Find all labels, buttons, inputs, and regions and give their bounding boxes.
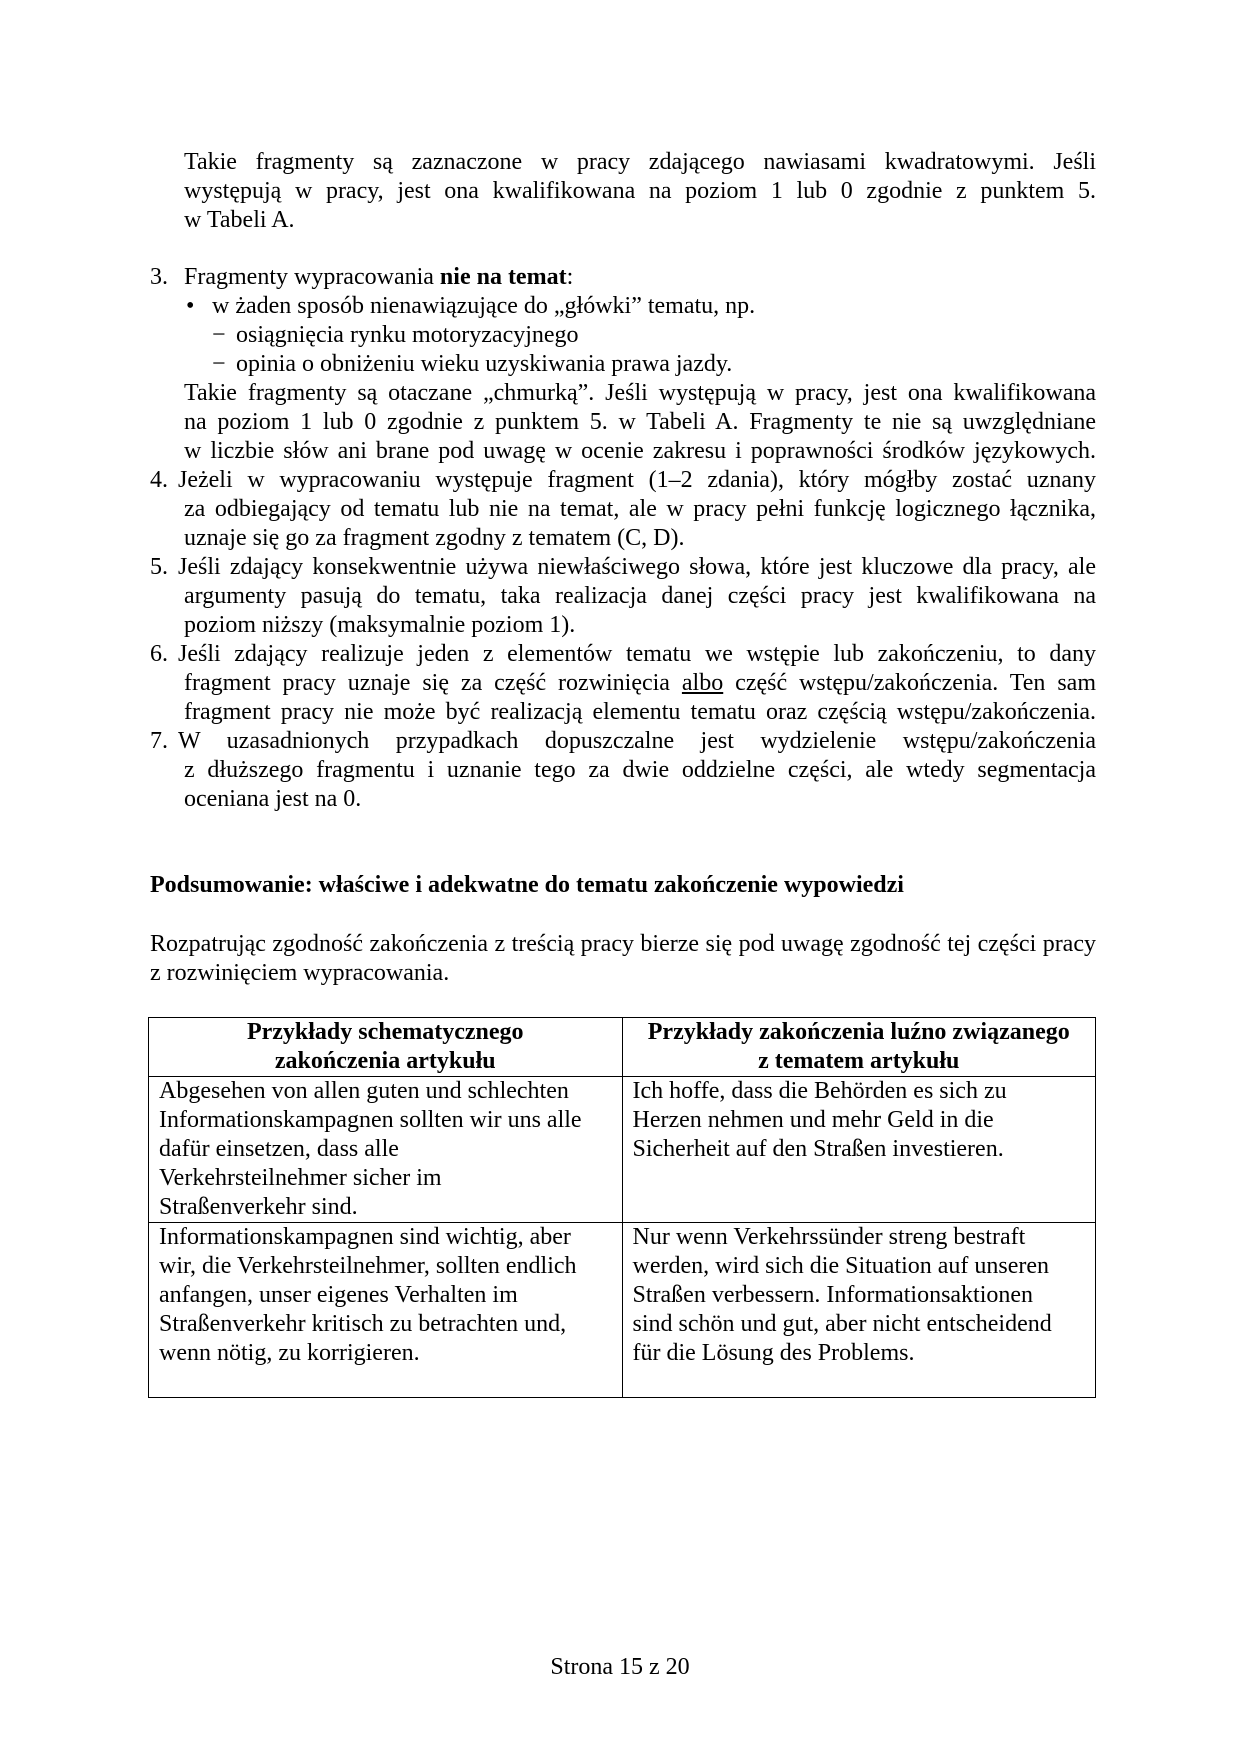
underlined-word: albo bbox=[681, 670, 724, 696]
table-header-row bbox=[149, 1018, 1096, 1077]
cell-line: anfangen, unser eigenes Verhalten im bbox=[159, 1282, 518, 1308]
cell-line: Straßen verbessern. Informationsaktionen bbox=[632, 1282, 1034, 1308]
cell-line: wir, die Verkehrsteilnehmer, sollten endlich bbox=[159, 1253, 577, 1279]
text-line: poziom niższy (maksymalnie poziom 1). bbox=[184, 612, 576, 638]
cell-line: Straßenverkehr kritisch zu betrachten und, bbox=[159, 1311, 567, 1337]
text-line: na poziom 1 lub 0 zgodnie z punktem 5. w Tabeli A. Fragmenty te nie są uwzględniane bbox=[184, 409, 1096, 435]
header-line: z tematem artykułu bbox=[758, 1048, 960, 1074]
item-number: 5. bbox=[150, 554, 168, 580]
table-cell bbox=[149, 1223, 623, 1398]
text-line: występują w pracy, jest ona kwalifikowana na poziom 1 lub 0 zgodnie z punktem 5. bbox=[184, 178, 1096, 204]
table-row bbox=[149, 1223, 1096, 1398]
table-header-cell bbox=[622, 1018, 1096, 1077]
dash-icon: − bbox=[212, 351, 226, 377]
cell-line: Nur wenn Verkehrssünder streng bestraft bbox=[632, 1224, 1026, 1250]
cell-line: wenn nötig, zu korrigieren. bbox=[159, 1340, 420, 1366]
text-line: Jeśli zdający realizuje jeden z elementów tematu we wstępie lub zakończeniu, to dany bbox=[178, 641, 1096, 667]
text-segment: fragment pracy uznaje się za część rozwinięcia bbox=[184, 670, 682, 696]
item-number: 4. bbox=[150, 467, 168, 493]
header-line: Przykłady schematycznego bbox=[246, 1019, 524, 1045]
text-line: Takie fragmenty są otaczane „chmurką”. Jeśli występują w pracy, jest ona kwalifikowana bbox=[184, 380, 1096, 406]
item3-lead: Fragmenty wypracowania bbox=[184, 264, 440, 290]
cell-line: Straßenverkehr sind. bbox=[159, 1194, 358, 1220]
item-number: 7. bbox=[150, 728, 168, 754]
cell-line: Sicherheit auf den Straßen investieren. bbox=[632, 1136, 1004, 1162]
text-line bbox=[184, 669, 1096, 698]
table-cell bbox=[622, 1077, 1096, 1223]
text-line: fragment pracy nie może być realizacją elementu tematu oraz częścią wstępu/zakończenia. bbox=[184, 699, 1096, 725]
cell-line: für die Lösung des Problems. bbox=[632, 1340, 915, 1366]
table-cell bbox=[149, 1077, 623, 1223]
text-line: z dłuższego fragmentu i uznanie tego za dwie oddzielne części, ale wtedy segmentacja bbox=[184, 757, 1096, 783]
item3-dash-text: osiągnięcia rynku motoryzacyjnego bbox=[236, 322, 579, 348]
item3-lead-bold: nie na temat bbox=[439, 264, 567, 290]
text-line: w Tabeli A. bbox=[184, 207, 295, 233]
text-line: uznaje się go za fragment zgodny z tematem (C, D). bbox=[184, 525, 685, 551]
cell-line: Verkehrsteilnehmer sicher im bbox=[159, 1165, 442, 1191]
page-number: Strona 15 z 20 bbox=[550, 1654, 690, 1680]
item3-lead-end: : bbox=[566, 264, 574, 290]
table-row bbox=[149, 1077, 1096, 1223]
item3-dash-text: opinia o obniżeniu wieku uzyskiwania prawa jazdy. bbox=[236, 351, 733, 377]
text-line: argumenty pasują do tematu, taka realizacja danej części pracy jest kwalifikowana na bbox=[184, 583, 1096, 609]
summary-heading: Podsumowanie: właściwe i adekwatne do tematu zakończenie wypowiedzi bbox=[150, 872, 904, 898]
cell-line: Informationskampagnen sollten wir uns alle bbox=[159, 1107, 582, 1133]
cell-line: Herzen nehmen und mehr Geld in die bbox=[632, 1107, 994, 1133]
header-line: Przykłady zakończenia luźno związanego bbox=[647, 1019, 1070, 1045]
cell-line: Abgesehen von allen guten und schlechten bbox=[159, 1078, 569, 1104]
text-segment: część wstępu/zakończenia. Ten sam bbox=[723, 670, 1096, 696]
table-header-cell bbox=[149, 1018, 623, 1077]
table-cell bbox=[622, 1223, 1096, 1398]
item-number: 3. bbox=[150, 264, 168, 290]
text-line: oceniana jest na 0. bbox=[184, 786, 362, 812]
dash-icon: − bbox=[212, 322, 226, 348]
text-line: Jeśli zdający konsekwentnie używa niewłaściwego słowa, które jest kluczowe dla pracy, ale bbox=[178, 554, 1096, 580]
item3-bullet-text: w żaden sposób nienawiązujące do „główki” tematu, np. bbox=[212, 293, 756, 319]
item-number: 6. bbox=[150, 641, 168, 667]
text-line: Takie fragmenty są zaznaczone w pracy zdającego nawiasami kwadratowymi. Jeśli bbox=[184, 149, 1096, 175]
text-line: za odbiegający od tematu lub nie na temat, ale w pracy pełni funkcję logicznego łącznika, bbox=[184, 496, 1096, 522]
cell-line: sind schön und gut, aber nicht entscheidend bbox=[632, 1311, 1052, 1337]
summary-text: Rozpatrując zgodność zakończenia z treścią pracy bierze się pod uwagę zgodność tej części pracy z rozwinięciem wypracowania. bbox=[150, 931, 1096, 986]
examples-table bbox=[148, 1017, 1096, 1398]
text-line: W uzasadnionych przypadkach dopuszczalne jest wydzielenie wstępu/zakończenia bbox=[178, 728, 1096, 754]
top-paragraph bbox=[184, 148, 1096, 235]
cell-line: Informationskampagnen sind wichtig, aber bbox=[159, 1224, 571, 1250]
cell-line: Ich hoffe, dass die Behörden es sich zu bbox=[632, 1078, 1007, 1104]
cell-line: werden, wird sich die Situation auf unseren bbox=[632, 1253, 1050, 1279]
bullet-icon: • bbox=[186, 293, 195, 319]
text-line: Jeżeli w wypracowaniu występuje fragment (1–2 zdania), który mógłby zostać uznany bbox=[178, 467, 1096, 493]
header-line: zakończenia artykułu bbox=[274, 1048, 496, 1074]
cell-line: dafür einsetzen, dass alle bbox=[159, 1136, 399, 1162]
text-line: w liczbie słów ani brane pod uwagę w ocenie zakresu i poprawności środków językowych. bbox=[184, 438, 1096, 464]
